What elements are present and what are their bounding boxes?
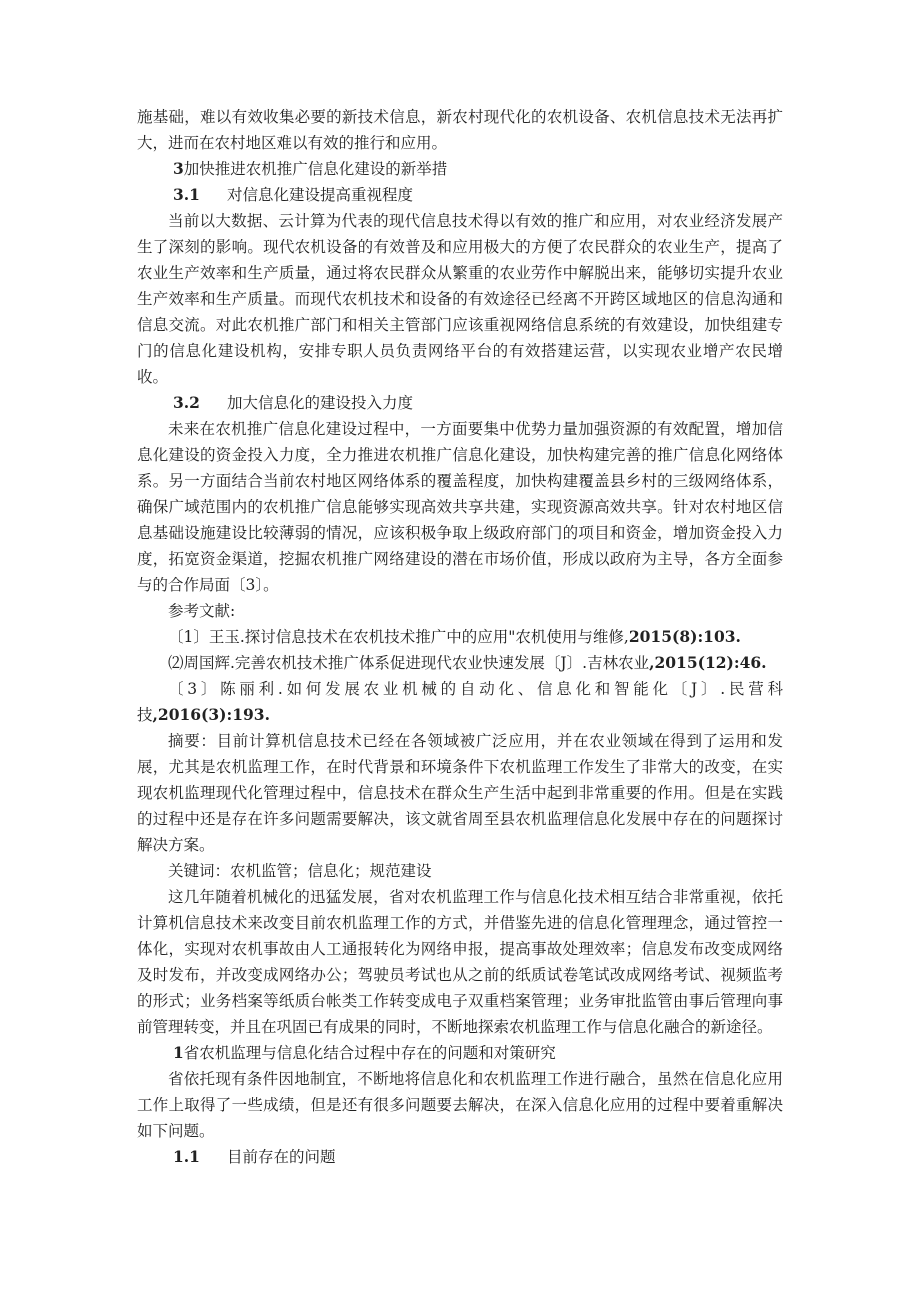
subsection-number: 3.1 <box>173 185 200 204</box>
reference-3 <box>137 676 783 728</box>
reference-1-citation: 2015(8):103. <box>628 627 741 646</box>
subsection-heading-3-2 <box>137 390 783 416</box>
section-number: 1 <box>173 1043 184 1062</box>
subsection-number: 3.2 <box>173 393 200 412</box>
subsection-number: 1.1 <box>173 1147 200 1166</box>
paragraph-continuation: 施基础，难以有效收集必要的新技术信息，新农村现代化的农机设备、农机信息技术无法再扩大，进而在农村地区难以有效的推行和应用。 <box>137 108 783 152</box>
reference-2-text: ⑵周国辉.完善农机技术推广体系促进现代农业快速发展〔J〕.吉林农业 <box>168 654 650 672</box>
paragraph-1: 省依托现有条件因地制宜，不断地将信息化和农机监理工作进行融合，虽然在信息化应用工作上取得了一些成绩，但是还有很多问题要去解决，在深入信息化应用的过程中要着重解决如下问题。 <box>137 1070 783 1140</box>
keywords-line: 关键词：农机监管；信息化；规范建设 <box>168 862 432 880</box>
section-title: 省农机监理与信息化结合过程中存在的问题和对策研究 <box>183 1044 556 1062</box>
reference-2 <box>137 650 783 676</box>
subsection-heading-1-1 <box>137 1144 783 1170</box>
reference-3-citation: ,2016(3):193. <box>152 705 270 724</box>
paragraph-3-2: 未来在农机推广信息化建设过程中，一方面要集中优势力量加强资源的有效配置，增加信息化建设的资金投入力度，全力推进农机推广信息化建设，加快构建完善的推广信息化网络体系。另一方面结合当前农村地区网络体系的覆盖程度，加快构建覆盖县乡村的三级网络体系，确保广域范围内的农机推广信息能够实现高效共享共建，实现资源高效共享。针对农村地区信息基础设施建设比较薄弱的情况，应该积极争取上级政府部门的项目和资金，增加资金投入力度，拓宽资金渠道，挖掘农机推广网络建设的潜在市场价值，形成以政府为主导，各方全面参与的合作局面〔3〕。 <box>137 420 783 594</box>
subsection-title: 目前存在的问题 <box>227 1148 336 1166</box>
section-title: 加快推进农机推广信息化建设的新举措 <box>183 160 448 178</box>
abstract-paragraph: 摘要：目前计算机信息技术已经在各领域被广泛应用，并在农业领域在得到了运用和发展，尤其是农机监理工作，在时代背景和环境条件下农机监理工作发生了非常大的改变，在实现农机监理现代化管理过程中，信息技术在群众生产生活中起到非常重要的作用。但是在实践的过程中还是存在许多问题需要解决，该文就省周至县农机监理信息化发展中存在的问题探讨解决方案。 <box>137 732 783 854</box>
paragraph-3-1: 当前以大数据、云计算为代表的现代信息技术得以有效的推广和应用，对农业经济发展产生了深刻的影响。现代农机设备的有效普及和应用极大的方便了农民群众的农业生产，提高了农业生产效率和生产质量，通过将农民群众从繁重的农业劳作中解脱出来，能够切实提升农业生产效率和生产质量。而现代农机技术和设备的有效途径已经离不开跨区域地区的信息沟通和信息交流。对此农机推广部门和相关主管部门应该重视网络信息系统的有效建设，加快组建专门的信息化建设机构，安排专职人员负责网络平台的有效搭建运营，以实现农业增产农民增收。 <box>137 212 783 386</box>
references-title: 参考文献: <box>168 602 236 620</box>
subsection-title: 对信息化建设提高重视程度 <box>227 186 414 204</box>
reference-1 <box>137 624 783 650</box>
section-heading-1 <box>137 1040 783 1066</box>
section-number: 3 <box>173 159 184 178</box>
subsection-title: 加大信息化的建设投入力度 <box>227 394 414 412</box>
reference-3-text: 〔3〕陈丽利.如何发展农业机械的自动化、信息化和智能化〔J〕.民营科技 <box>137 680 783 724</box>
reference-1-text: 〔1〕王玉.探讨信息技术在农机技术推广中的应用"农机使用与维修, <box>168 628 629 646</box>
intro-paragraph: 这几年随着机械化的迅猛发展，省对农机监理工作与信息化技术相互结合非常重视，依托计算机信息技术来改变目前农机监理工作的方式，并借鉴先进的信息化管理理念，通过管控一体化，实现对农机事故由人工通报转化为网络申报，提高事故处理效率；信息发布改变成网络及时发布，并改变成网络办公；驾驶员考试也从之前的纸质试卷笔试改成网络考试、视频监考的形式；业务档案等纸质台帐类工作转变成电子双重档案管理；业务审批监管由事后管理向事前管理转变，并且在巩固已有成果的同时，不断地探索农机监理工作与信息化融合的新途径。 <box>137 888 783 1036</box>
subsection-heading-3-1 <box>137 182 783 208</box>
section-heading-3 <box>137 156 783 182</box>
reference-2-citation: ,2015(12):46. <box>649 653 767 672</box>
